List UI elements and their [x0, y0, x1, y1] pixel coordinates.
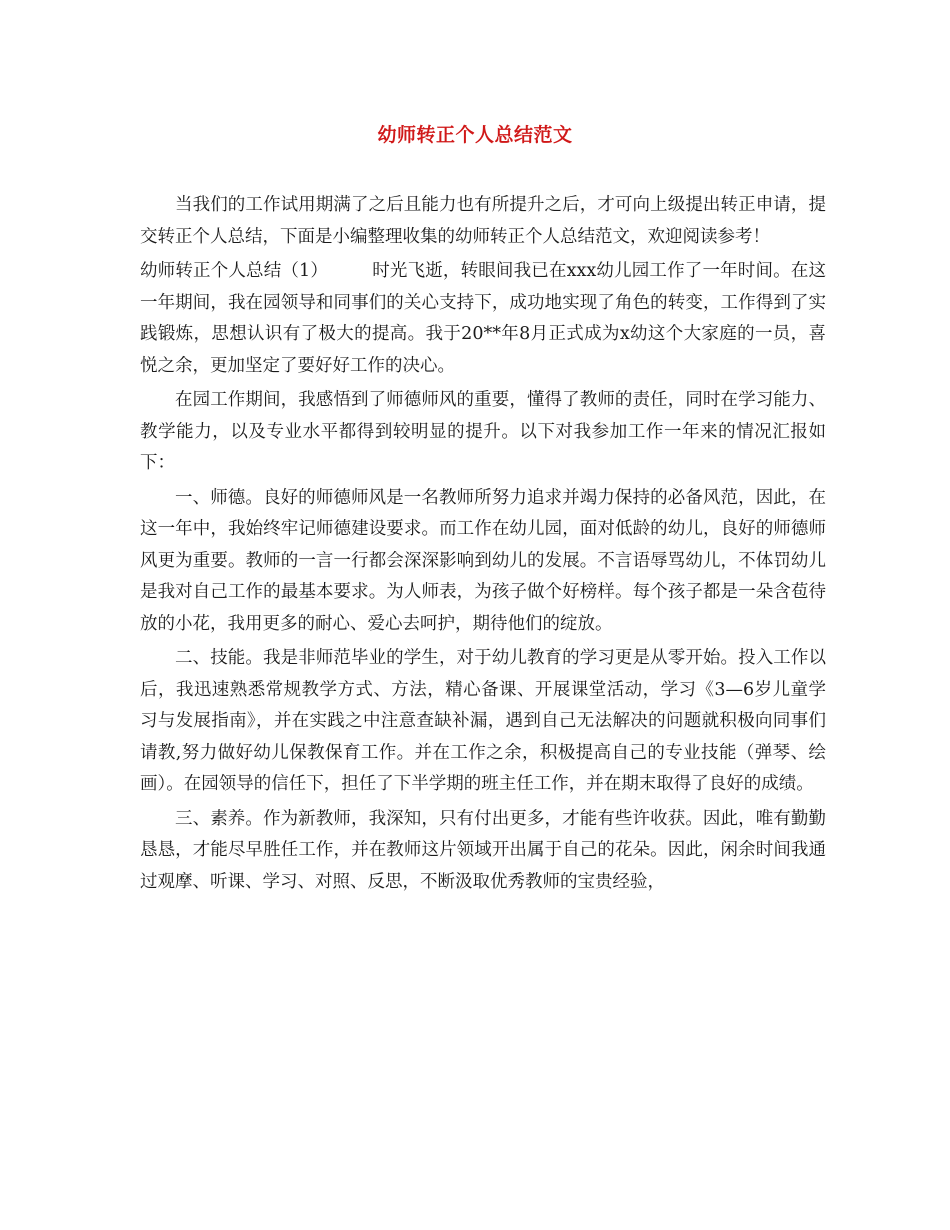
intro-paragraph: 当我们的工作试用期满了之后且能力也有所提升之后，才可向上级提出转正申请，提交转正个人总结，下面是小编整理收集的幼师转正个人总结范文，欢迎阅读参考！: [140, 195, 826, 247]
body-paragraph: 三、素养。作为新教师，我深知，只有付出更多，才能有些许收获。因此，唯有勤勤恳恳，才能尽早胜任工作，并在教师这片领域开出属于自己的花朵。因此，闲余时间我通过观摩、听课、学习、对照、反思，不断汲取优秀教师的宝贵经验，: [140, 808, 826, 892]
body-paragraph: 在园工作期间，我感悟到了师德师风的重要，懂得了教师的责任，同时在学习能力、教学能力，以及专业水平都得到较明显的提升。以下对我参加工作一年来的情况汇报如下：: [140, 390, 826, 473]
body-paragraph: 二、技能。我是非师范毕业的学生，对于幼儿教育的学习更是从零开始。投入工作以后，我迅速熟悉常规教学方式、方法，精心备课、开展课堂活动，学习《3—6岁儿童学习与发展指南》，并在实践之中注意查缺补漏，遇到自己无法解决的问题就积极向同事们请教,努力做好幼儿保教保育工作。并在工作之余，积极提高自己的专业技能（弹琴、绘画）。在园领导的信任下，担任了下半学期的班主任工作，并在期末取得了良好的成绩。: [140, 648, 826, 794]
document-title: 幼师转正个人总结范文: [377, 124, 573, 146]
body-paragraph: 一、师德。良好的师德师风是一名教师所努力追求并竭力保持的必备风范，因此，在这一年中，我始终牢记师德建设要求。而工作在幼儿园，面对低龄的幼儿，良好的师德师风更为重要。教师的一言一行都会深深影响到幼儿的发展。不言语辱骂幼儿，不体罚幼儿是我对自己工作的最基本要求。为人师表，为孩子做个好榜样。每个孩子都是一朵含苞待放的小花，我用更多的耐心、爱心去呵护，期待他们的绽放。: [140, 487, 826, 634]
document-body: [140, 190, 826, 901]
section-heading: 幼师转正个人总结（1）: [140, 261, 329, 281]
section-paragraph: [140, 256, 826, 382]
section-first-text: 时光飞逝，转眼间我已在xxx幼儿园工作了一年时间。在这一年期间，我在园领导和同事们的关心支持下，成功地实现了角色的转变，工作得到了实践锻炼，思想认识有了极大的提高。我于20**年8月正式成为x幼这个大家庭的一员，喜悦之余，更加坚定了要好好工作的决心。: [140, 261, 826, 376]
